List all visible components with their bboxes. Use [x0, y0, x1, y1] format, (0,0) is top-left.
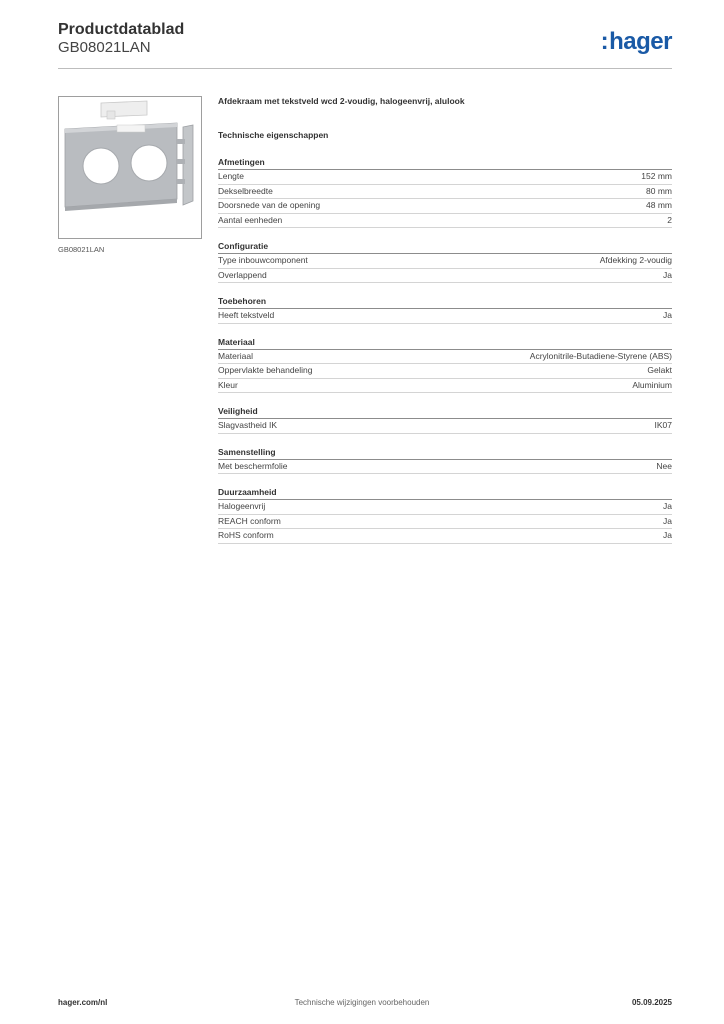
spec-value: IK07 [654, 420, 672, 430]
spec-row [218, 214, 672, 229]
footer-date: 05.09.2025 [631, 998, 672, 1007]
spec-label: Overlappend [218, 269, 267, 280]
spec-section [218, 241, 672, 283]
spec-row [218, 185, 672, 200]
spec-section [218, 406, 672, 434]
spec-row [218, 199, 672, 214]
spec-row [218, 170, 672, 185]
spec-section-title: Configuratie [218, 241, 672, 254]
spec-row [218, 254, 672, 269]
spec-section [218, 447, 672, 475]
spec-value: Aluminium [632, 379, 672, 390]
product-specifications [218, 96, 672, 544]
spec-label: Dekselbreedte [218, 185, 273, 196]
spec-value: Ja [663, 501, 672, 511]
spec-section [218, 337, 672, 394]
product-image [58, 96, 202, 239]
spec-label: Met beschermfolie [218, 460, 288, 471]
header-divider [58, 68, 672, 69]
spec-value: Nee [656, 460, 672, 471]
spec-row [218, 364, 672, 379]
spec-label: Lengte [218, 171, 244, 181]
spec-value: 80 mm [646, 185, 672, 196]
spec-label: REACH conform [218, 515, 281, 526]
spec-row [218, 515, 672, 530]
spec-section [218, 157, 672, 228]
spec-label: Type inbouwcomponent [218, 255, 308, 265]
spec-label: RoHS conform [218, 530, 274, 540]
spec-section [218, 487, 672, 544]
footer-website: hager.com/nl [58, 998, 108, 1007]
spec-label: Kleur [218, 379, 238, 390]
spec-section-title: Afmetingen [218, 157, 672, 170]
spec-label: Aantal eenheden [218, 214, 283, 225]
spec-value: Ja [663, 310, 672, 320]
spec-value: Afdekking 2-voudig [599, 255, 672, 265]
spec-value: 152 mm [641, 171, 672, 181]
spec-row [218, 350, 672, 365]
product-code: GB08021LAN [58, 39, 151, 56]
logo-text: hager [609, 28, 672, 55]
spec-row [218, 269, 672, 284]
spec-section-title: Veiligheid [218, 406, 672, 419]
spec-section-title: Samenstelling [218, 447, 672, 460]
spec-row [218, 460, 672, 475]
spec-row [218, 379, 672, 394]
technical-properties-heading: Technische eigenschappen [218, 130, 329, 140]
spec-value: Ja [663, 530, 672, 540]
image-caption: GB08021LAN [58, 245, 105, 254]
spec-value: Gelakt [647, 365, 672, 375]
spec-value: Ja [663, 515, 672, 526]
spec-section-title: Toebehoren [218, 296, 672, 309]
spec-label: Oppervlakte behandeling [218, 365, 313, 375]
spec-section-title: Materiaal [218, 337, 672, 350]
spec-value: Ja [663, 269, 672, 280]
spec-label: Halogeenvrij [218, 501, 266, 511]
spec-sections [218, 157, 672, 544]
spec-row [218, 529, 672, 544]
hager-logo [601, 28, 672, 56]
spec-section [218, 296, 672, 324]
logo-dots-icon: : [600, 28, 609, 55]
spec-label: Heeft tekstveld [218, 310, 275, 320]
spec-section-title: Duurzaamheid [218, 487, 672, 500]
spec-label: Slagvastheid IK [218, 420, 278, 430]
footer-notice: Technische wijzigingen voorbehouden [294, 998, 430, 1007]
cover-frame-illustration [59, 97, 201, 238]
spec-row [218, 309, 672, 324]
spec-value: 2 [667, 214, 672, 225]
product-description: Afdekraam met tekstveld wcd 2-voudig, halogeenvrij, alulook [218, 96, 465, 106]
spec-row [218, 500, 672, 515]
document-title: Productdatablad [58, 21, 185, 38]
spec-row [218, 419, 672, 434]
spec-label: Materiaal [218, 350, 253, 361]
spec-value: Acrylonitrile-Butadiene-Styrene (ABS) [529, 350, 672, 361]
spec-label: Doorsnede van de opening [218, 200, 321, 210]
spec-value: 48 mm [646, 200, 672, 210]
